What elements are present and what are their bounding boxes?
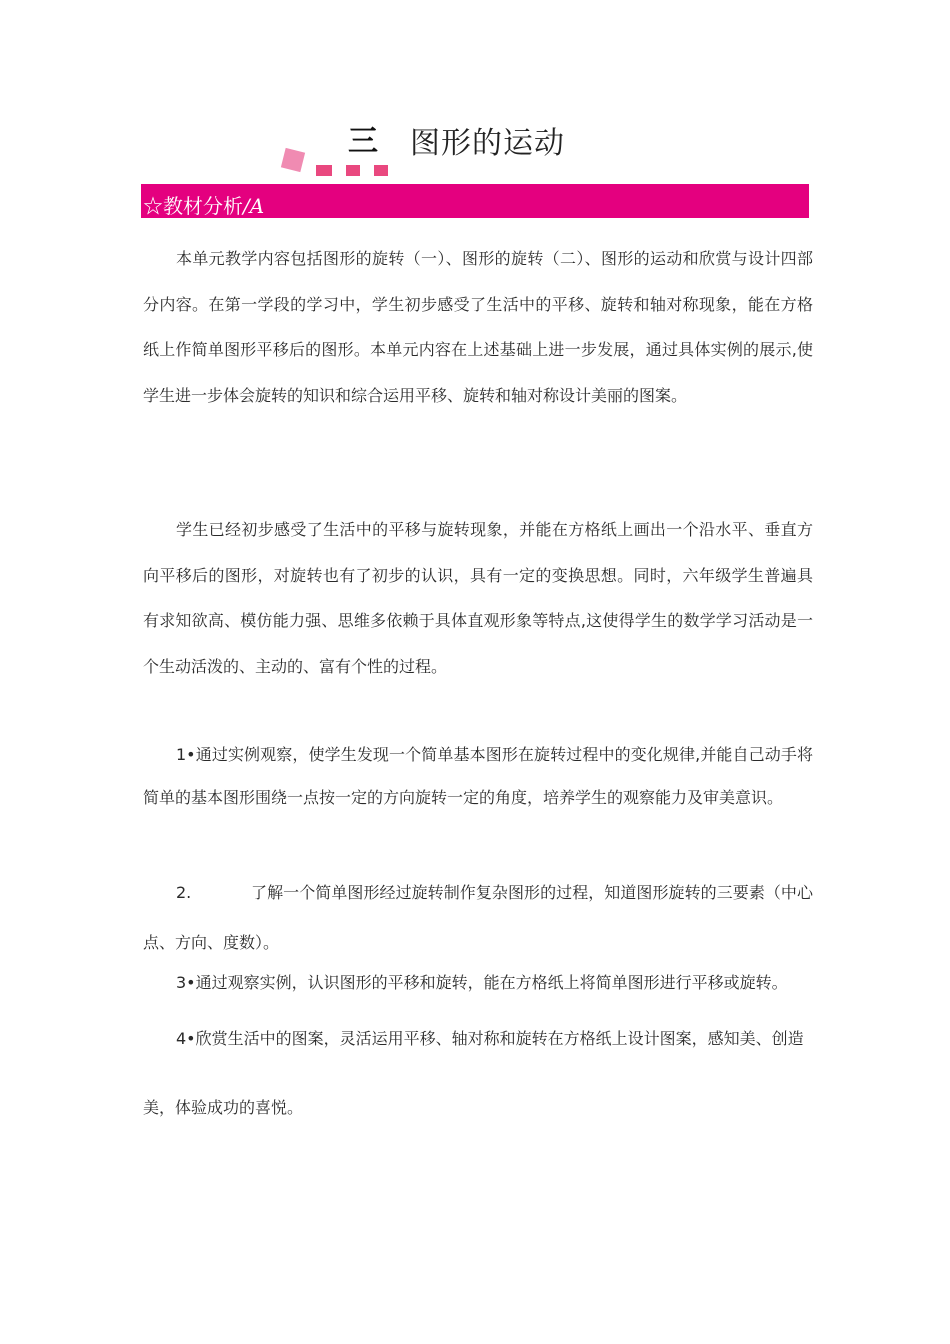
objective-item-4: 4•欣赏生活中的图案，灵活运用平移、轴对称和旋转在方格纸上设计图案，感知美、创造 <box>176 1029 804 1048</box>
chapter-number: 三 <box>348 124 378 159</box>
section-header-bar <box>141 184 809 218</box>
objective-item-2-text: 了解一个简单图形经过旋转制作复杂图形的过程，知道图形旋转的三要素（中心点、方向、度数）。 <box>143 883 813 952</box>
section-header-suffix: /A <box>243 194 265 218</box>
chapter-title-text: 图形的运动 <box>410 126 565 161</box>
decorative-square-icon <box>374 165 388 176</box>
objective-item-2 <box>143 868 813 968</box>
decorative-square-icon <box>281 148 305 172</box>
objective-item-1: 1•通过实例观察，使学生发现一个简单基本图形在旋转过程中的变化规律,并能自己动手将简单的基本图形围绕一点按一定的方向旋转一定的角度，培养学生的观察能力及审美意识。 <box>143 745 813 807</box>
objective-item-2-number: 2. <box>176 883 192 902</box>
objective-item-3: 3•通过观察实例，认识图形的平移和旋转，能在方格纸上将简单图形进行平移或旋转。 <box>176 973 788 992</box>
section-header-text: ☆教材分析 <box>143 194 243 218</box>
objective-item-4-continued: 美，体验成功的喜悦。 <box>143 1098 304 1117</box>
section-header-label <box>143 190 264 219</box>
chapter-title <box>0 112 950 162</box>
decorative-square-icon <box>346 165 360 176</box>
paragraph-student-analysis: 学生已经初步感受了生活中的平移与旋转现象，并能在方格纸上画出一个沿水平、垂直方向平移后的图形，对旋转也有了初步的认识，具有一定的变换思想。同时，六年级学生普遍具有求知欲高、模仿能力强、思维多依赖于具体直观形象等特点,这使得学生的数学学习活动是一个生动活泼的、主动的、富有个性的过程。 <box>143 520 813 676</box>
paragraph-unit-content: 本单元教学内容包括图形的旋转（一）、图形的旋转（二）、图形的运动和欣赏与设计四部分内容。在第一学段的学习中，学生初步感受了生活中的平移、旋转和轴对称现象，能在方格纸上作简单图形平移后的图形。本单元内容在上述基础上进一步发展，通过具体实例的展示,使学生进一步体会旋转的知识和综合运用平移、旋转和轴对称设计美丽的图案。 <box>143 249 813 405</box>
decorative-square-icon <box>316 165 332 176</box>
